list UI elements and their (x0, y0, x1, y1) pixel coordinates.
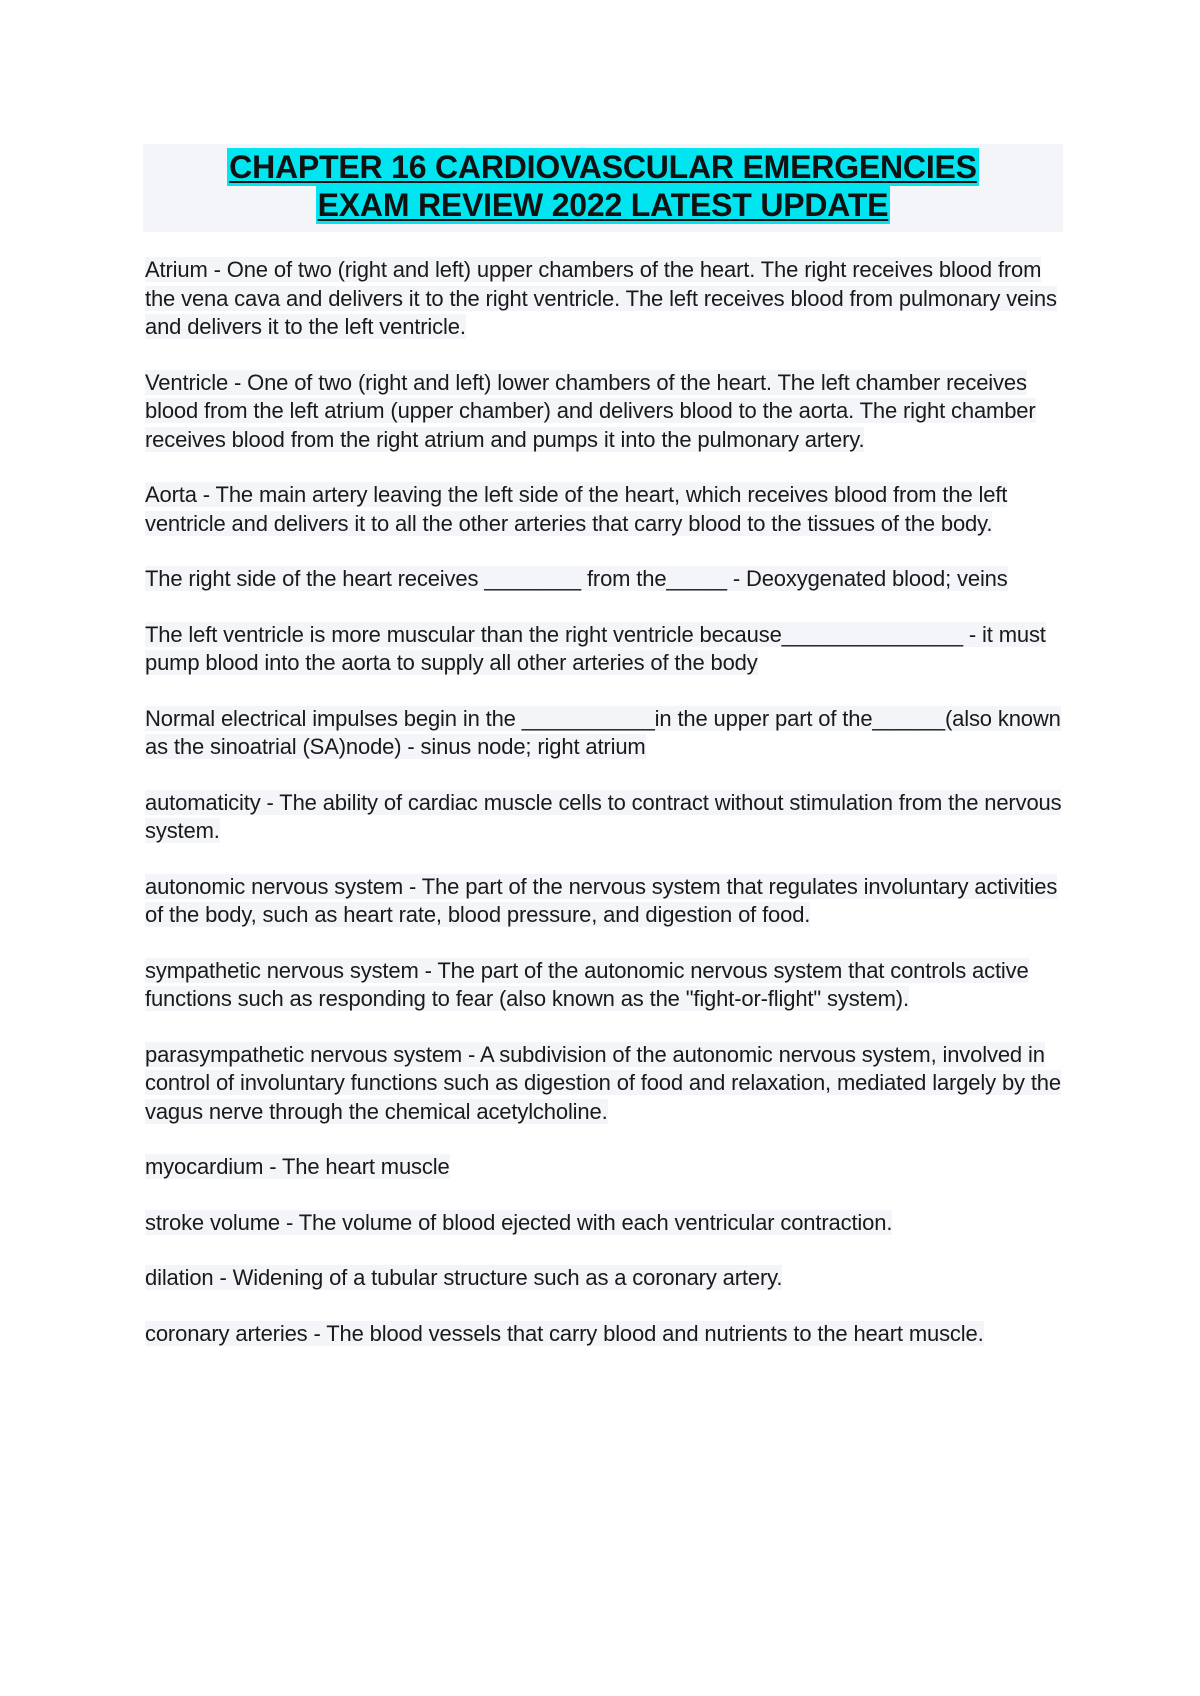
entry-text: Ventricle - One of two (right and left) lower chambers of the heart. The left chamber receives blood from the left atrium (upper chamber) and delivers blood to the aorta. The right chamber receives blood from the right atrium and pumps it into the pulmonary artery. (145, 369, 1036, 452)
entry-left-ventricle-muscular (145, 621, 1065, 678)
page-title-line-2: EXAM REVIEW 2022 LATEST UPDATE (317, 187, 889, 223)
entry-text: dilation - Widening of a tubular structure such as a coronary artery. (145, 1265, 783, 1290)
entry-text: coronary arteries - The blood vessels that carry blood and nutrients to the heart muscle. (145, 1320, 984, 1346)
entry-text: stroke volume - The volume of blood ejected with each ventricular contraction. (145, 1209, 893, 1235)
entry-text: parasympathetic nervous system - A subdivision of the autonomic nervous system, involved in control of involuntary functions such as digestion of food and relaxation, mediated largely by the vagus nerve through the chemical acetylcholine. (145, 1041, 1061, 1124)
entry-text: sympathetic nervous system - The part of the autonomic nervous system that controls active functions such as responding to fear (also known as the "fight-or-flight" system). (145, 957, 1029, 1011)
entry-text: Normal electrical impulses begin in the ___________in the upper part of the______(also known as the sinoatrial (SA)node) - sinus node; right atrium (145, 705, 1061, 759)
entry-electrical-impulses (145, 705, 1065, 762)
entry-sympathetic-nervous-system (145, 957, 1065, 1014)
entry-ventricle (145, 369, 1065, 455)
entry-text: autonomic nervous system - The part of the nervous system that regulates involuntary activities of the body, such as heart rate, blood pressure, and digestion of food. (145, 873, 1058, 927)
entry-text: The left ventricle is more muscular than the right ventricle because_______________ - it must pump blood into the aorta to supply all other arteries of the body (145, 621, 1046, 675)
entry-list (145, 256, 1065, 1375)
entry-text: automaticity - The ability of cardiac muscle cells to contract without stimulation from the nervous system. (145, 789, 1062, 843)
entry-right-side-heart (145, 565, 1065, 594)
entry-stroke-volume (145, 1209, 1065, 1238)
entry-myocardium (145, 1153, 1065, 1182)
entry-autonomic-nervous-system (145, 873, 1065, 930)
entry-dilation (145, 1264, 1065, 1293)
entry-atrium (145, 256, 1065, 342)
entry-text: myocardium - The heart muscle (145, 1154, 450, 1179)
entry-text: The right side of the heart receives ________ from the_____ - Deoxygenated blood; veins (145, 566, 1008, 591)
entry-text: Atrium - One of two (right and left) upper chambers of the heart. The right receives blood from the vena cava and delivers it to the right ventricle. The left receives blood from pulmonary veins and delivers it to the left ventricle. (145, 257, 1057, 339)
page-title-line-1: CHAPTER 16 CARDIOVASCULAR EMERGENCIES (229, 149, 977, 185)
title-block (143, 144, 1063, 232)
entry-parasympathetic-nervous-system (145, 1041, 1065, 1127)
entry-text: Aorta - The main artery leaving the left side of the heart, which receives blood from the left ventricle and delivers it to all the other arteries that carry blood to the tissues of the body. (145, 482, 1008, 536)
entry-coronary-arteries (145, 1320, 1065, 1349)
entry-automaticity (145, 789, 1065, 846)
entry-aorta (145, 481, 1065, 538)
